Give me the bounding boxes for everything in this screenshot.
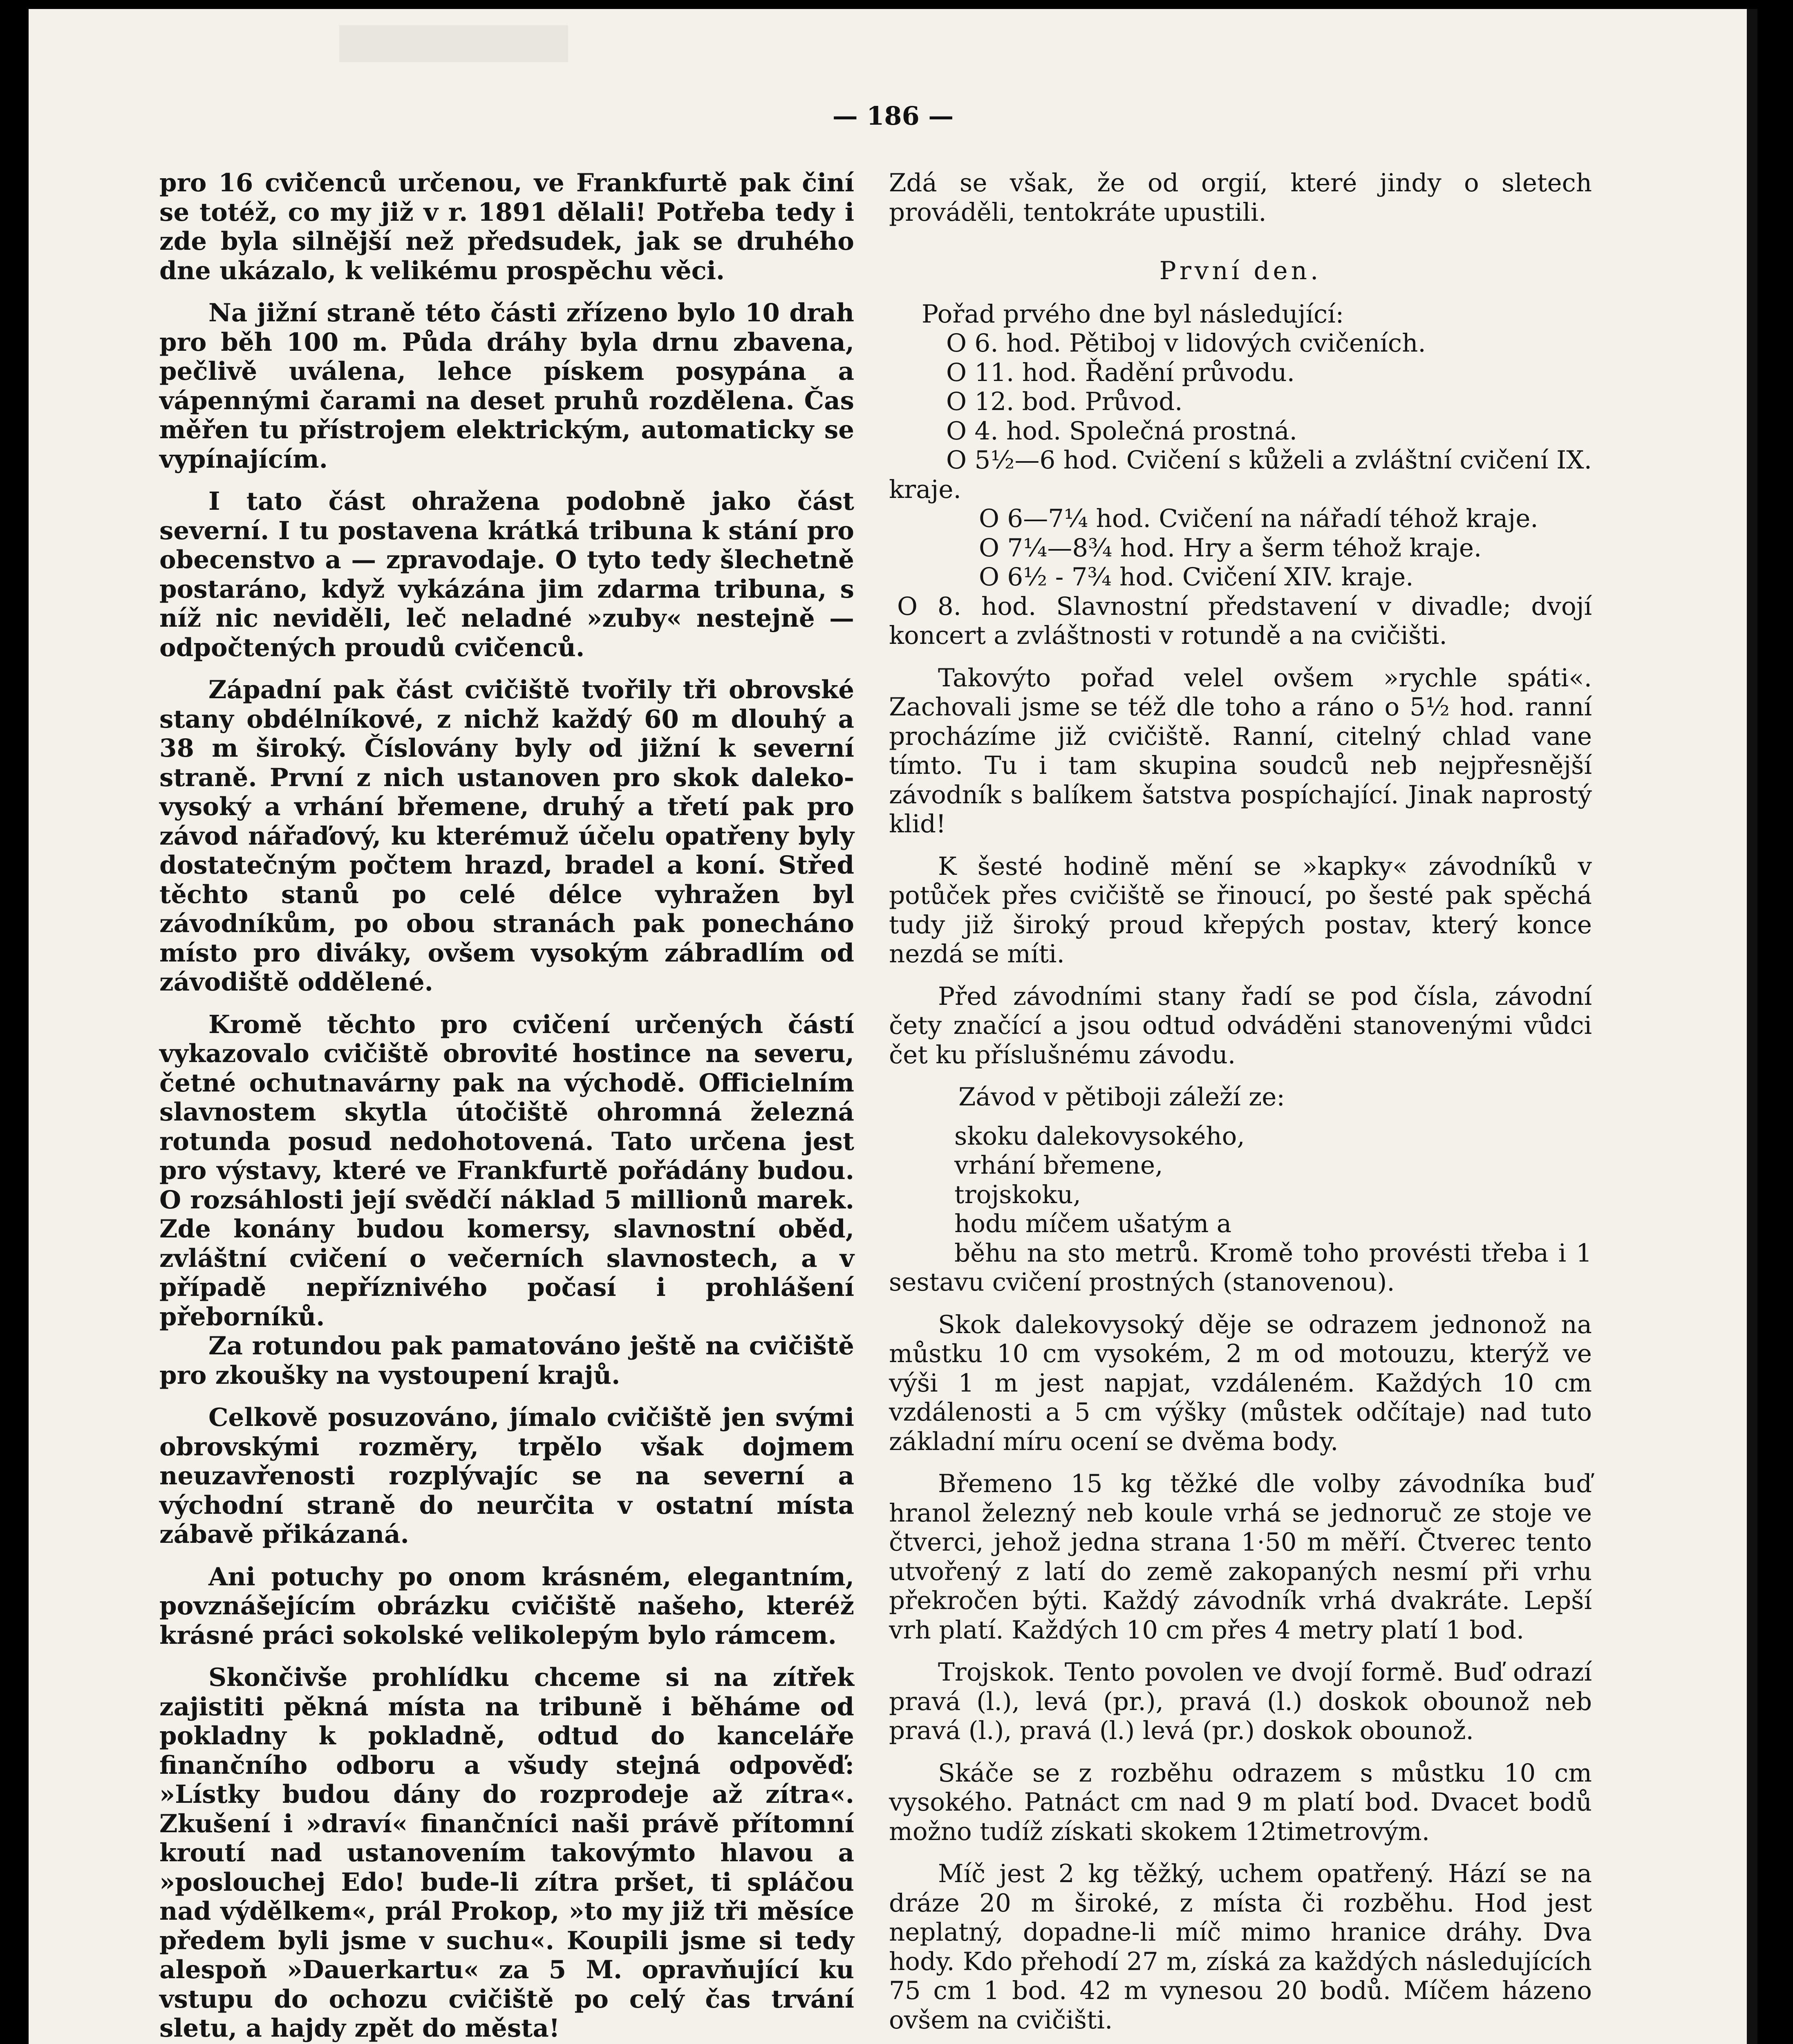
left-column — [159, 168, 854, 2044]
paragraph: Celkově posuzováno, jímalo cvičiště jen svými obrovskými rozměry, trpělo však dojmem neuzavřenosti rozplývajíc se na severní a východní straně do neurčita v ostatní místa zábavě přikázaná. — [159, 1403, 854, 1549]
paragraph: Před závodními stany řadí se pod čísla, závodní čety značící a jsou odtud odváděni stanovenými vůdci čet ku příslušnému závodu. — [889, 982, 1592, 1069]
schedule-item: O 4. hod. Společná prostná. — [946, 416, 1298, 446]
paragraph: Skončivše prohlídku chceme si na zítřek zajistiti pěkná místa na tribuně i běháme od pokladny k pokladně, odtud do kanceláře finančního odboru a všudy stejná odpověď: »Lístky budou dány do rozprodeje až zítra«. Zkušení i »draví« finančníci naši právě přítomní kroutí nad ustanovením takovýmto hlavou a »poslouchej Edo! bude-li zítra pršet, ti spláčou nad výdělkem«, prál Prokop, »to my již tři měsíce předem byli jsme v suchu«. Koupili jsme si tedy alespoň »Dauerkartu« za 5 M. opravňující ku vstupu do ochozu cvičiště po celý čas trvání sletu, a hajdy zpět do města! — [159, 1663, 854, 2043]
paragraph: Západní pak část cvičiště tvořily tři obrovské stany obdélníkové, z nichž každý 60 m dlouhý a 38 m široký. Číslovány byly od jižní k severní straně. První z nich ustanoven pro skok daleko-vysoký a vrhání břemene, druhý a třetí pak pro závod nářaďový, ku kterémuž účelu opatřeny byly dostatečným počtem hrazd, bradel a koní. Střed těchto stanů po celé délce vyhražen byl závodníkům, po obou stranách pak ponecháno místo pro diváky, ovšem vysokým zábradlím od závodiště oddělené. — [159, 675, 854, 997]
paragraph: Míč jest 2 kg těžký, uchem opatřený. Hází se na dráze 20 m široké, z místa či rozběhu. Hod jest neplatný, dopadne-li míč mimo hranice dráhy. Dva hody. Kdo přehodí 27 m, získá za každých následujících 75 cm 1 bod. 42 m vynesou 20 bodů. Míčem házeno ovšem na cvičišti. — [889, 1859, 1592, 2035]
pentathlon-item: skoku dalekovysokého, — [954, 1121, 1245, 1151]
paragraph: pro 16 cvičenců určenou, ve Frankfurtě pak činí se totéž, co my již v r. 1891 dělali! Potřeba tedy i zde byla silnější než předsudek, jak se druhého dne ukázalo, k velikému prospěchu věci. — [159, 168, 854, 285]
section-heading: První den. — [1159, 256, 1322, 285]
paragraph: Břemeno 15 kg těžké dle volby závodníka buď hranol železný neb koule vrhá se jednoruč ze stoje ve čtverci, jehož jedna strana 1·50 m měří. Čtverec tento utvořený z latí do země zakopaných nesmí při vrhu překročen býti. Každý závodník vrhá dvakráte. Lepší vrh platí. Každých 10 cm přes 4 metry platí 1 bod. — [889, 1469, 1592, 1645]
pentathlon-item: trojskoku, — [954, 1180, 1081, 1209]
paragraph: Zdá se však, že od orgií, které jindy o sletech prováděli, tentokráte upustili. — [889, 168, 1592, 227]
right-column — [889, 168, 1592, 2035]
paragraph: Ani potuchy po onom krásném, elegantním, povznášejícím obrázku cvičiště našeho, kteréž krásné práci sokolské velikolepým bylo rámcem. — [159, 1562, 854, 1650]
pentathlon-item: běhu na sto metrů. Kromě toho provésti třeba i 1 sestavu cvičení prostných (stanovenou). — [889, 1238, 1592, 1297]
paragraph: Takovýto pořad velel ovšem »rychle spáti«. Zachovali jsme se též dle toho a ráno o 5½ hod. ranní procházíme již cvičiště. Ranní, citelný chlad vane tímto. Tu i tam skupina soudců neb nejpřesnější závodník s balíkem šatstva pospíchající. Jinak naprostý klid! — [889, 663, 1592, 838]
scan-edge-shadow — [1747, 9, 1757, 2044]
schedule-item: O 12. bod. Průvod. — [946, 387, 1183, 416]
schedule-item: O 5½—6 hod. Cvičení s kůželi a zvláštní cvičení IX. kraje. — [889, 446, 1592, 504]
document-page — [29, 9, 1757, 2044]
paragraph: Za rotundou pak pamatováno ještě na cvičiště pro zkoušky na vystoupení krajů. — [159, 1331, 854, 1390]
paragraph: Skáče se z rozběhu odrazem s můstku 10 cm vysokého. Patnáct cm nad 9 m platí bod. Dvacet bodů možno tudíž získati skokem 12timetrovým. — [889, 1758, 1592, 1846]
paragraph: Skok dalekovysoký děje se odrazem jednonož na můstku 10 cm vysokém, 2 m od motouzu, kterýž ve výši 1 m jest napjat, vzdáleném. Každých 10 cm vzdálenosti a 5 cm výšky (můstek odčítaje) nad tuto základní míru ocení se dvěma body. — [889, 1310, 1592, 1456]
schedule-item: O 11. hod. Řadění průvodu. — [946, 358, 1295, 387]
paper-stain — [339, 25, 568, 62]
pentathlon-intro: Závod v pětiboji záleží ze: — [958, 1083, 1285, 1112]
page-number: — 186 — — [832, 101, 954, 131]
schedule-item: O 8. hod. Slavnostní představení v divadle; dvojí koncert a zvláštnosti v rotundě a na cvičišti. — [889, 592, 1592, 650]
paragraph: Trojskok. Tento povolen ve dvojí formě. Buď odrazí pravá (l.), levá (pr.), pravá (l.) doskok obounož neb pravá (l.), pravá (l.) levá (pr.) doskok obounož. — [889, 1658, 1592, 1745]
schedule-item: O 6—7¼ hod. Cvičení na nářadí téhož kraje. — [979, 504, 1538, 533]
paragraph: K šesté hodině mění se »kapky« závodníků v potůček přes cvičiště se řinoucí, po šesté pak spěchá tudy již široký proud křepých postav, který konce nezdá se míti. — [889, 852, 1592, 968]
paragraph: Kromě těchto pro cvičení určených částí vykazovalo cvičiště obrovité hostince na severu, četné ochutnavárny pak na východě. Officielním slavnostem skytla útočiště ohromná železná rotunda posud nedohotovená. Tato určena jest pro výstavy, které ve Frankfurtě pořádány budou. O rozsáhlosti její svědčí náklad 5 millionů marek. Zde konány budou komersy, slavnostní oběd, zvláštní cvičení o večerních slavnostech, a v případě nepříznivého počasí i prohlášení přeborníků. — [159, 1010, 854, 1331]
paragraph: Na jižní straně této části zřízeno bylo 10 drah pro běh 100 m. Půda dráhy byla drnu zbavena, pečlivě uválena, lehce pískem posypána a vápennými čarami na deset pruhů rozdělena. Čas měřen tu přístrojem elektrickým, automaticky se vypínajícím. — [159, 298, 854, 474]
schedule-item: O 6. hod. Pětiboj v lidových cvičeních. — [946, 329, 1426, 358]
paragraph: I tato část ohražena podobně jako část severní. I tu postavena krátká tribuna k stání pro obecenstvo a — zpravodaje. O tyto tedy šlechetně postaráno, když vykázána jim zdarma tribuna, s níž nic neviděli, leč neladné »zuby« nestejně — odpočtených proudů cvičenců. — [159, 487, 854, 662]
schedule-item: O 7¼—8¾ hod. Hry a šerm téhož kraje. — [979, 533, 1482, 563]
schedule-item: O 6½ - 7¾ hod. Cvičení XIV. kraje. — [979, 563, 1414, 592]
pentathlon-item: vrhání břemene, — [954, 1151, 1163, 1180]
pentathlon-item: hodu míčem ušatým a — [954, 1209, 1232, 1238]
schedule-intro: Pořad prvého dne byl následující: — [922, 299, 1344, 329]
